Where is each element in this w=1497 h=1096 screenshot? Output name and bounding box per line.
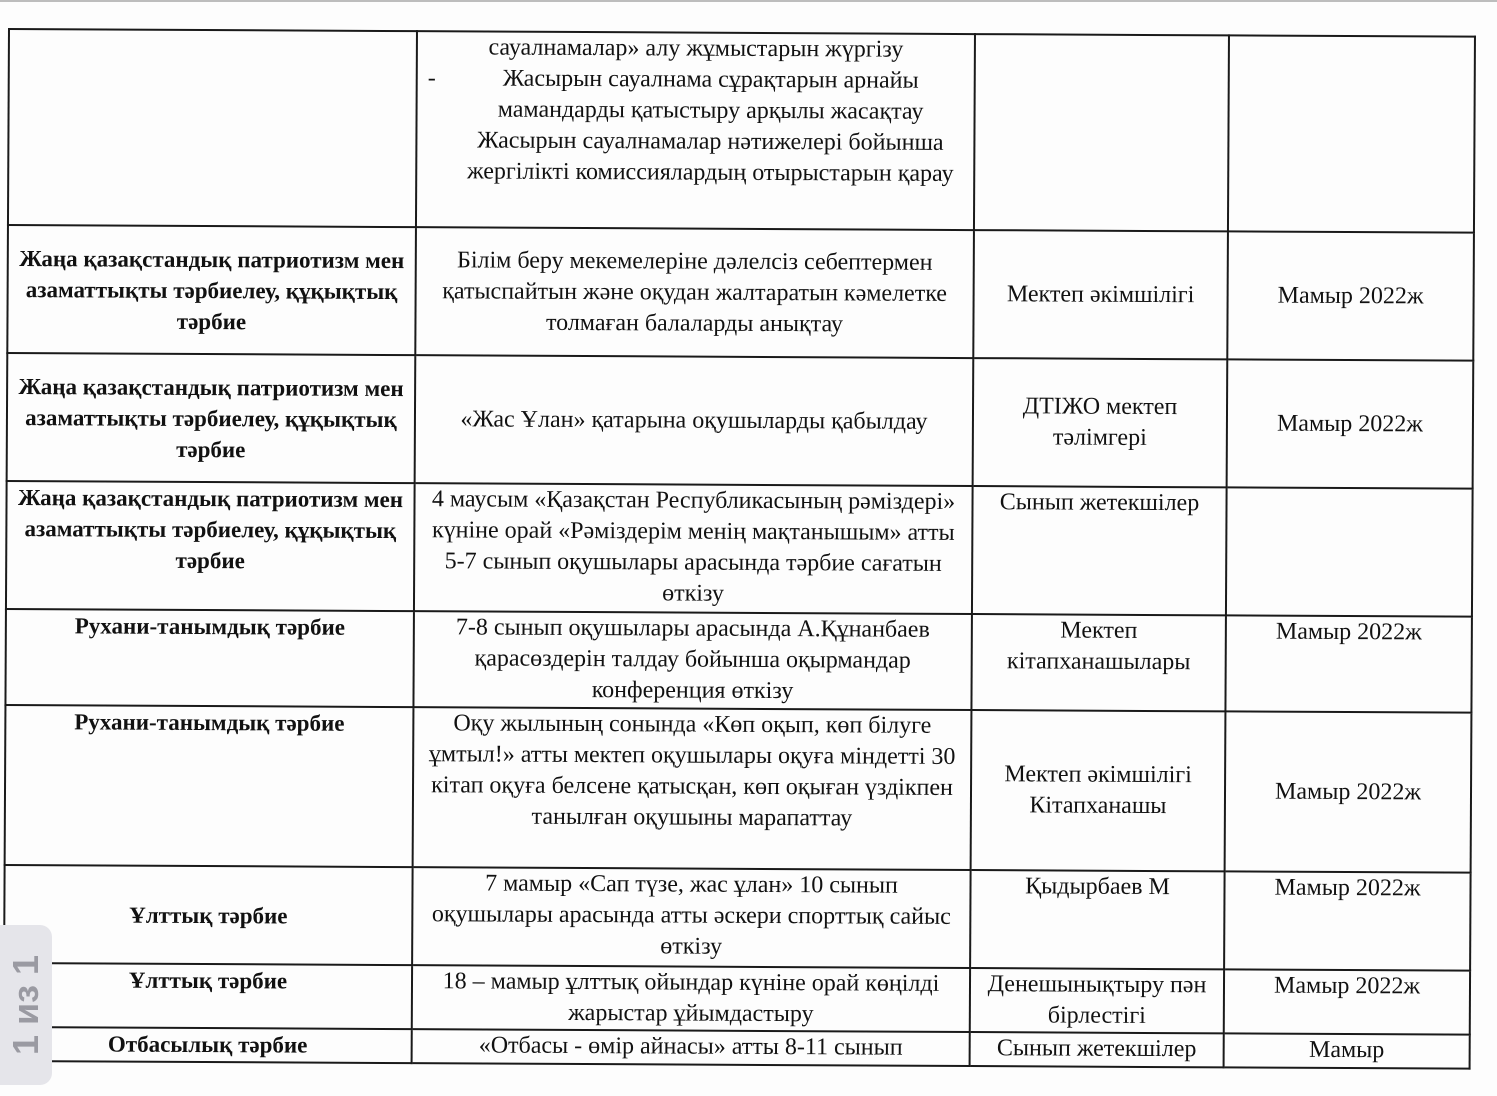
deadline-cell: Мамыр 2022ж: [1225, 711, 1472, 872]
deadline-cell: Мамыр 2022ж: [1227, 231, 1474, 360]
deadline-cell: Мамыр 2022ж: [1224, 969, 1470, 1034]
direction-cell: Жаңа қазақстандық патриотизм мен азаматтықты тәрбиелеу, құқықтық тәрбие: [7, 353, 416, 483]
direction-cell: [8, 29, 417, 227]
bullet-item: [427, 63, 964, 190]
deadline-cell: [1228, 35, 1475, 232]
direction-cell: Рухани-танымдық тәрбие: [5, 609, 413, 707]
event-cell: Білім беру мекемелеріне дәлелсіз себептермен қатыспайтын және оқудан жалтаратын кәмелетке толмаған балаларды анықтау: [415, 227, 974, 358]
table-row: [4, 865, 1470, 971]
event-cell: «Жас Ұлан» қатарына оқушыларды қабылдау: [415, 355, 974, 486]
event-cell: 4 маусым «Қазақстан Республикасының рәміздері» күніне орай «Рәміздерім менің мақтанышым» атты 5-7 сынып оқушылары арасында тәрбие сағатын өткізу: [414, 483, 973, 614]
event-text: сауалнамалар» алу жұмыстарын жүргізу: [488, 34, 904, 63]
direction-cell: Отбасылық тәрбие: [4, 1027, 412, 1063]
event-cell: Оқу жылының сонында «Көп оқып, көп білуге ұмтыл!» атты мектеп оқушылары оқуға міндетті 30 кітап оқуға белсене қатысқан, көп оқыған үздікпен танылған оқушыны марапаттау: [413, 707, 972, 870]
deadline-cell: Мамыр 2022ж: [1227, 359, 1474, 488]
direction-cell: Жаңа қазақстандық патриотизм мен азаматтықты тәрбиелеу, құқықтық тәрбие: [7, 225, 416, 355]
deadline-cell: Мамыр 2022ж: [1224, 871, 1471, 970]
responsible-cell: Мектеп әкімшілігі Кітапханашы: [971, 710, 1226, 871]
responsible-cell: Қыдырбаев М: [970, 870, 1225, 969]
responsible-cell: Мектеп әкімшілігі: [973, 230, 1228, 359]
deadline-cell: [1226, 487, 1473, 616]
table-row: [5, 609, 1471, 713]
event-cell: «Отбасы - өмір айнасы» атты 8-11 сынып: [412, 1029, 970, 1066]
responsible-cell: [974, 34, 1229, 231]
top-edge-line: [0, 0, 1497, 2]
table-row: [5, 705, 1472, 873]
document-page: [3, 28, 1474, 1070]
deadline-cell: Мамыр 2022ж: [1225, 615, 1471, 712]
direction-cell: Рухани-танымдық тәрбие: [5, 705, 414, 867]
table-row: [4, 963, 1470, 1035]
table-row: [7, 225, 1474, 361]
responsible-cell: Мектеп кітапханашылары: [971, 614, 1225, 711]
table-row: [8, 29, 1475, 233]
plan-table: [3, 28, 1476, 1070]
page-indicator-label: 1 из 1: [5, 954, 47, 1056]
direction-cell: Ұлттық тәрбие: [4, 963, 412, 1029]
table-row: [4, 1027, 1470, 1069]
deadline-cell: Мамыр: [1224, 1033, 1470, 1068]
responsible-cell: Сынып жетекшілер: [970, 1032, 1224, 1067]
responsible-cell: Денешынықтыру пән бірлестігі: [970, 968, 1224, 1033]
direction-cell: Жаңа қазақстандық патриотизм мен азаматтықты тәрбиелеу, құқықтық тәрбие: [6, 481, 415, 611]
bullet-dash: -: [427, 65, 436, 92]
event-cell: 7 мамыр «Сап түзе, жас ұлан» 10 сынып оқушылары арасында атты әскери спорттық сайыс өткізу: [412, 867, 971, 968]
event-cell: 18 – мамыр ұлттық ойындар күніне орай көңілді жарыстар ұйымдастыру: [412, 965, 970, 1032]
table-row: [6, 481, 1473, 617]
bullet-text: Жасырын сауалнама сұрақтарын арнайы мамандарды қатыстыру арқылы жасақтау Жасырын сауалнамалар нәтижелері бойынша жергілікті комиссиялардың отырыстарын қарау: [466, 65, 954, 187]
table-row: [7, 353, 1474, 489]
event-cell: [416, 31, 975, 230]
responsible-cell: Сынып жетекшілер: [972, 486, 1227, 615]
direction-cell: Ұлттық тәрбие: [4, 865, 413, 965]
event-cell: 7-8 сынып оқушылары арасында А.Құнанбаев қарасөздерін талдау бойынша оқырмандар конференция өткізу: [413, 611, 971, 710]
page-indicator[interactable]: [0, 925, 52, 1085]
responsible-cell: ДТІЖО мектеп тәлімгері: [973, 358, 1228, 487]
